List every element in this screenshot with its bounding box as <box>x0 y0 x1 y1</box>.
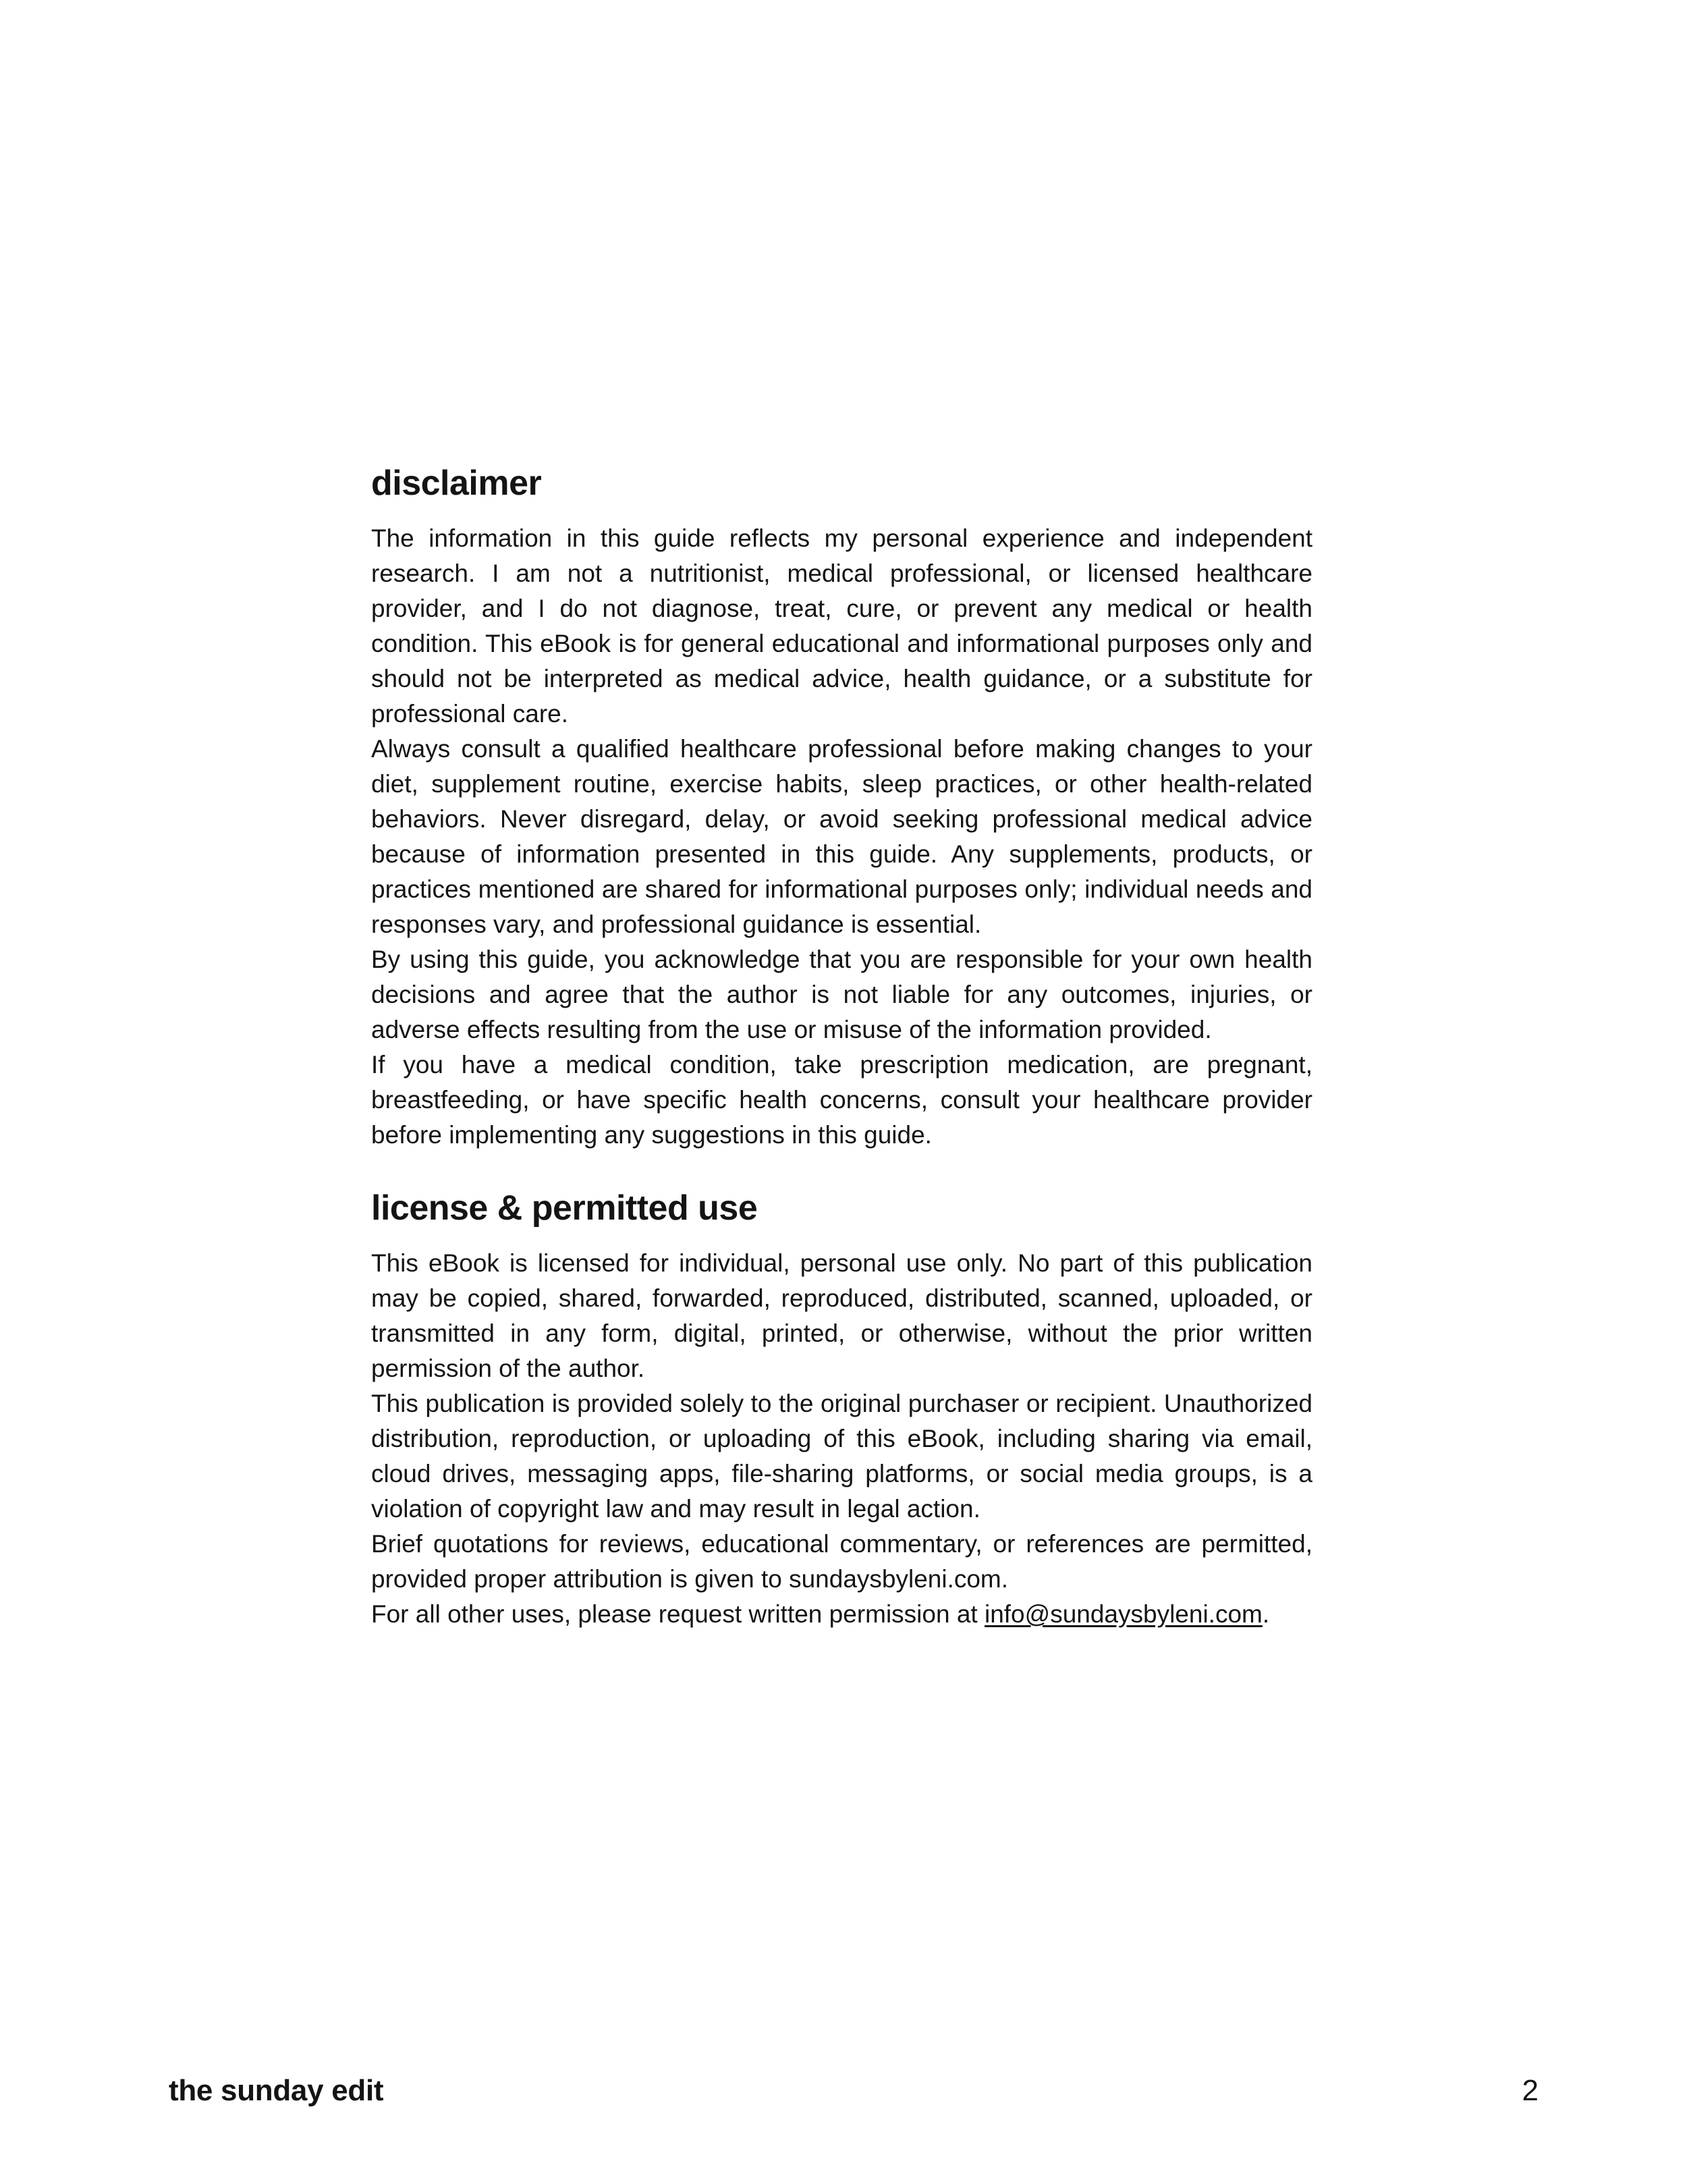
disclaimer-paragraph: Always consult a qualified healthcare professional before making changes to your diet, supplement routine, exercise habits, sleep practices, or other health-related behaviors. Never disregard, delay, or avoid seeking professional medical advice because of information presented in this guide. Any supplements, products, or practices mentioned are shared for informational purposes only; individual needs and responses vary, and professional guidance is essential. <box>371 735 1312 938</box>
license-heading: license & permitted use <box>371 1189 758 1228</box>
document-body <box>371 451 1312 1632</box>
disclaimer-paragraph: The information in this guide reflects my personal experience and independent research. I am not a nutritionist, medical professional, or licensed healthcare provider, and I do not diagnose, treat, cure, or prevent any medical or health condition. This eBook is for general educational and informational purposes only and should not be interpreted as medical advice, health guidance, or a substitute for professional care. <box>371 524 1312 728</box>
page-number: 2 <box>1522 2074 1539 2107</box>
license-paragraph: This publication is provided solely to the original purchaser or recipient. Unauthorized distribution, reproduction, or uploading of this eBook, including sharing via email, cloud drives, messaging apps, file-sharing platforms, or social media groups, is a violation of copyright law and may result in legal action. <box>371 1390 1312 1523</box>
license-contact-paragraph <box>371 1597 1312 1632</box>
license-paragraph: This eBook is licensed for individual, personal use only. No part of this publication may be copied, shared, forwarded, reproduced, distributed, scanned, uploaded, or transmitted in any form, digital, printed, or otherwise, without the prior written permission of the author. <box>371 1249 1312 1382</box>
license-paragraph: Brief quotations for reviews, educational commentary, or references are permitted, provided proper attribution is given to sundaysbyleni.com. <box>371 1530 1312 1593</box>
contact-email-link[interactable]: info@sundaysbyleni.com <box>984 1600 1263 1628</box>
contact-text-end: . <box>1262 1600 1270 1628</box>
disclaimer-paragraph: If you have a medical condition, take prescription medication, are pregnant, breastfeeding, or have specific health concerns, consult your healthcare provider before implementing any suggestions in this guide. <box>371 1051 1312 1149</box>
footer-brand: the sunday edit <box>169 2074 384 2107</box>
disclaimer-paragraph: By using this guide, you acknowledge that you are responsible for your own health decisions and agree that the author is not liable for any outcomes, injuries, or adverse effects resulting from the use or misuse of the information provided. <box>371 946 1312 1043</box>
contact-text: For all other uses, please request written permission at <box>371 1600 985 1628</box>
disclaimer-heading: disclaimer <box>371 464 542 503</box>
